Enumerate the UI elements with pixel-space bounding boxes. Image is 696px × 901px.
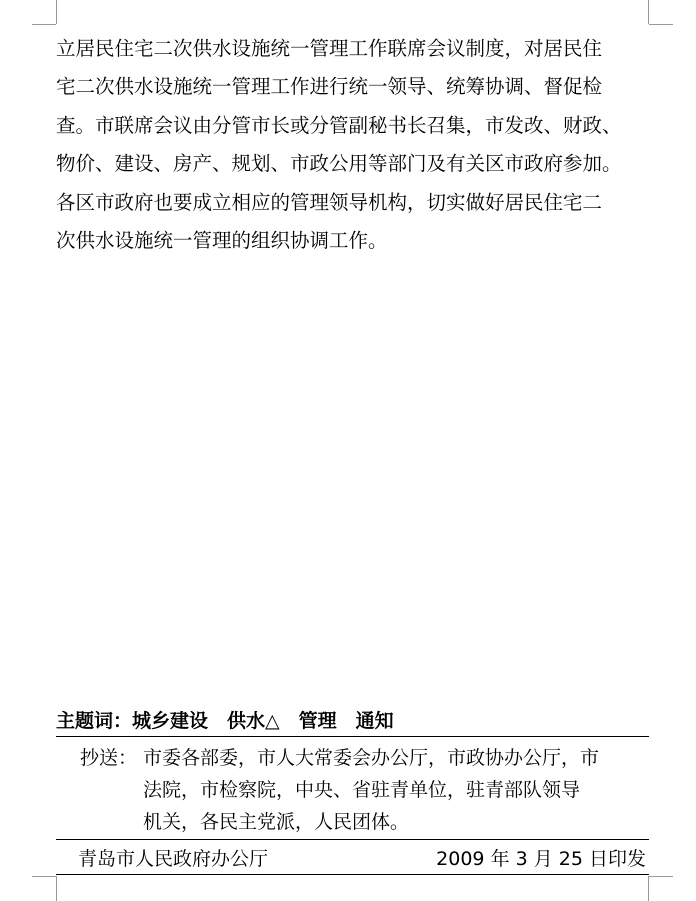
cc-divider — [56, 839, 649, 840]
keywords-divider — [56, 736, 649, 737]
cc-line: 机关，各民主党派，人民团体。 — [143, 811, 410, 833]
cc-label: 抄送： — [80, 747, 138, 769]
body-line: 立居民住宅二次供水设施统一管理工作联席会议制度，对居民住 — [56, 37, 603, 60]
cc-line: 法院，市检察院，中央、省驻青单位，驻青部队领导 — [143, 779, 581, 801]
crop-mark-top-left-h — [32, 24, 56, 25]
body-paragraph — [56, 30, 656, 260]
body-line: 各区市政府也要成立相应的管理领导机构，切实做好居民住宅二 — [56, 190, 603, 214]
issue-date: 2009 年 3 月 25 日印发 — [436, 848, 646, 870]
issuer: 青岛市人民政府办公厅 — [78, 848, 269, 870]
body-line: 物价、建设、房产、规划、市政公用等部门及有关区市政府参加。 — [56, 152, 622, 176]
cc-line: 市委各部委，市人大常委会办公厅，市政协办公厅，市 — [143, 747, 600, 769]
crop-mark-top-right-v — [648, 0, 649, 24]
body-line: 查。市联席会议由分管市长或分管副秘书长召集，市发改、财政、 — [56, 113, 622, 137]
crop-mark-bottom-right-h — [649, 876, 673, 877]
crop-mark-bottom-left-v — [56, 876, 57, 901]
crop-mark-top-right-h — [649, 24, 673, 25]
crop-mark-top-left-v — [56, 0, 57, 24]
footer-divider — [56, 874, 649, 875]
subject-keywords: 主题词：城乡建设 供水△ 管理 通知 — [56, 710, 394, 732]
body-line: 宅二次供水设施统一管理工作进行统一领导、统筹协调、督促检 — [56, 75, 603, 99]
crop-mark-bottom-right-v — [648, 876, 649, 901]
crop-mark-bottom-left-h — [32, 876, 56, 877]
body-line: 次供水设施统一管理的组织协调工作。 — [56, 229, 388, 253]
